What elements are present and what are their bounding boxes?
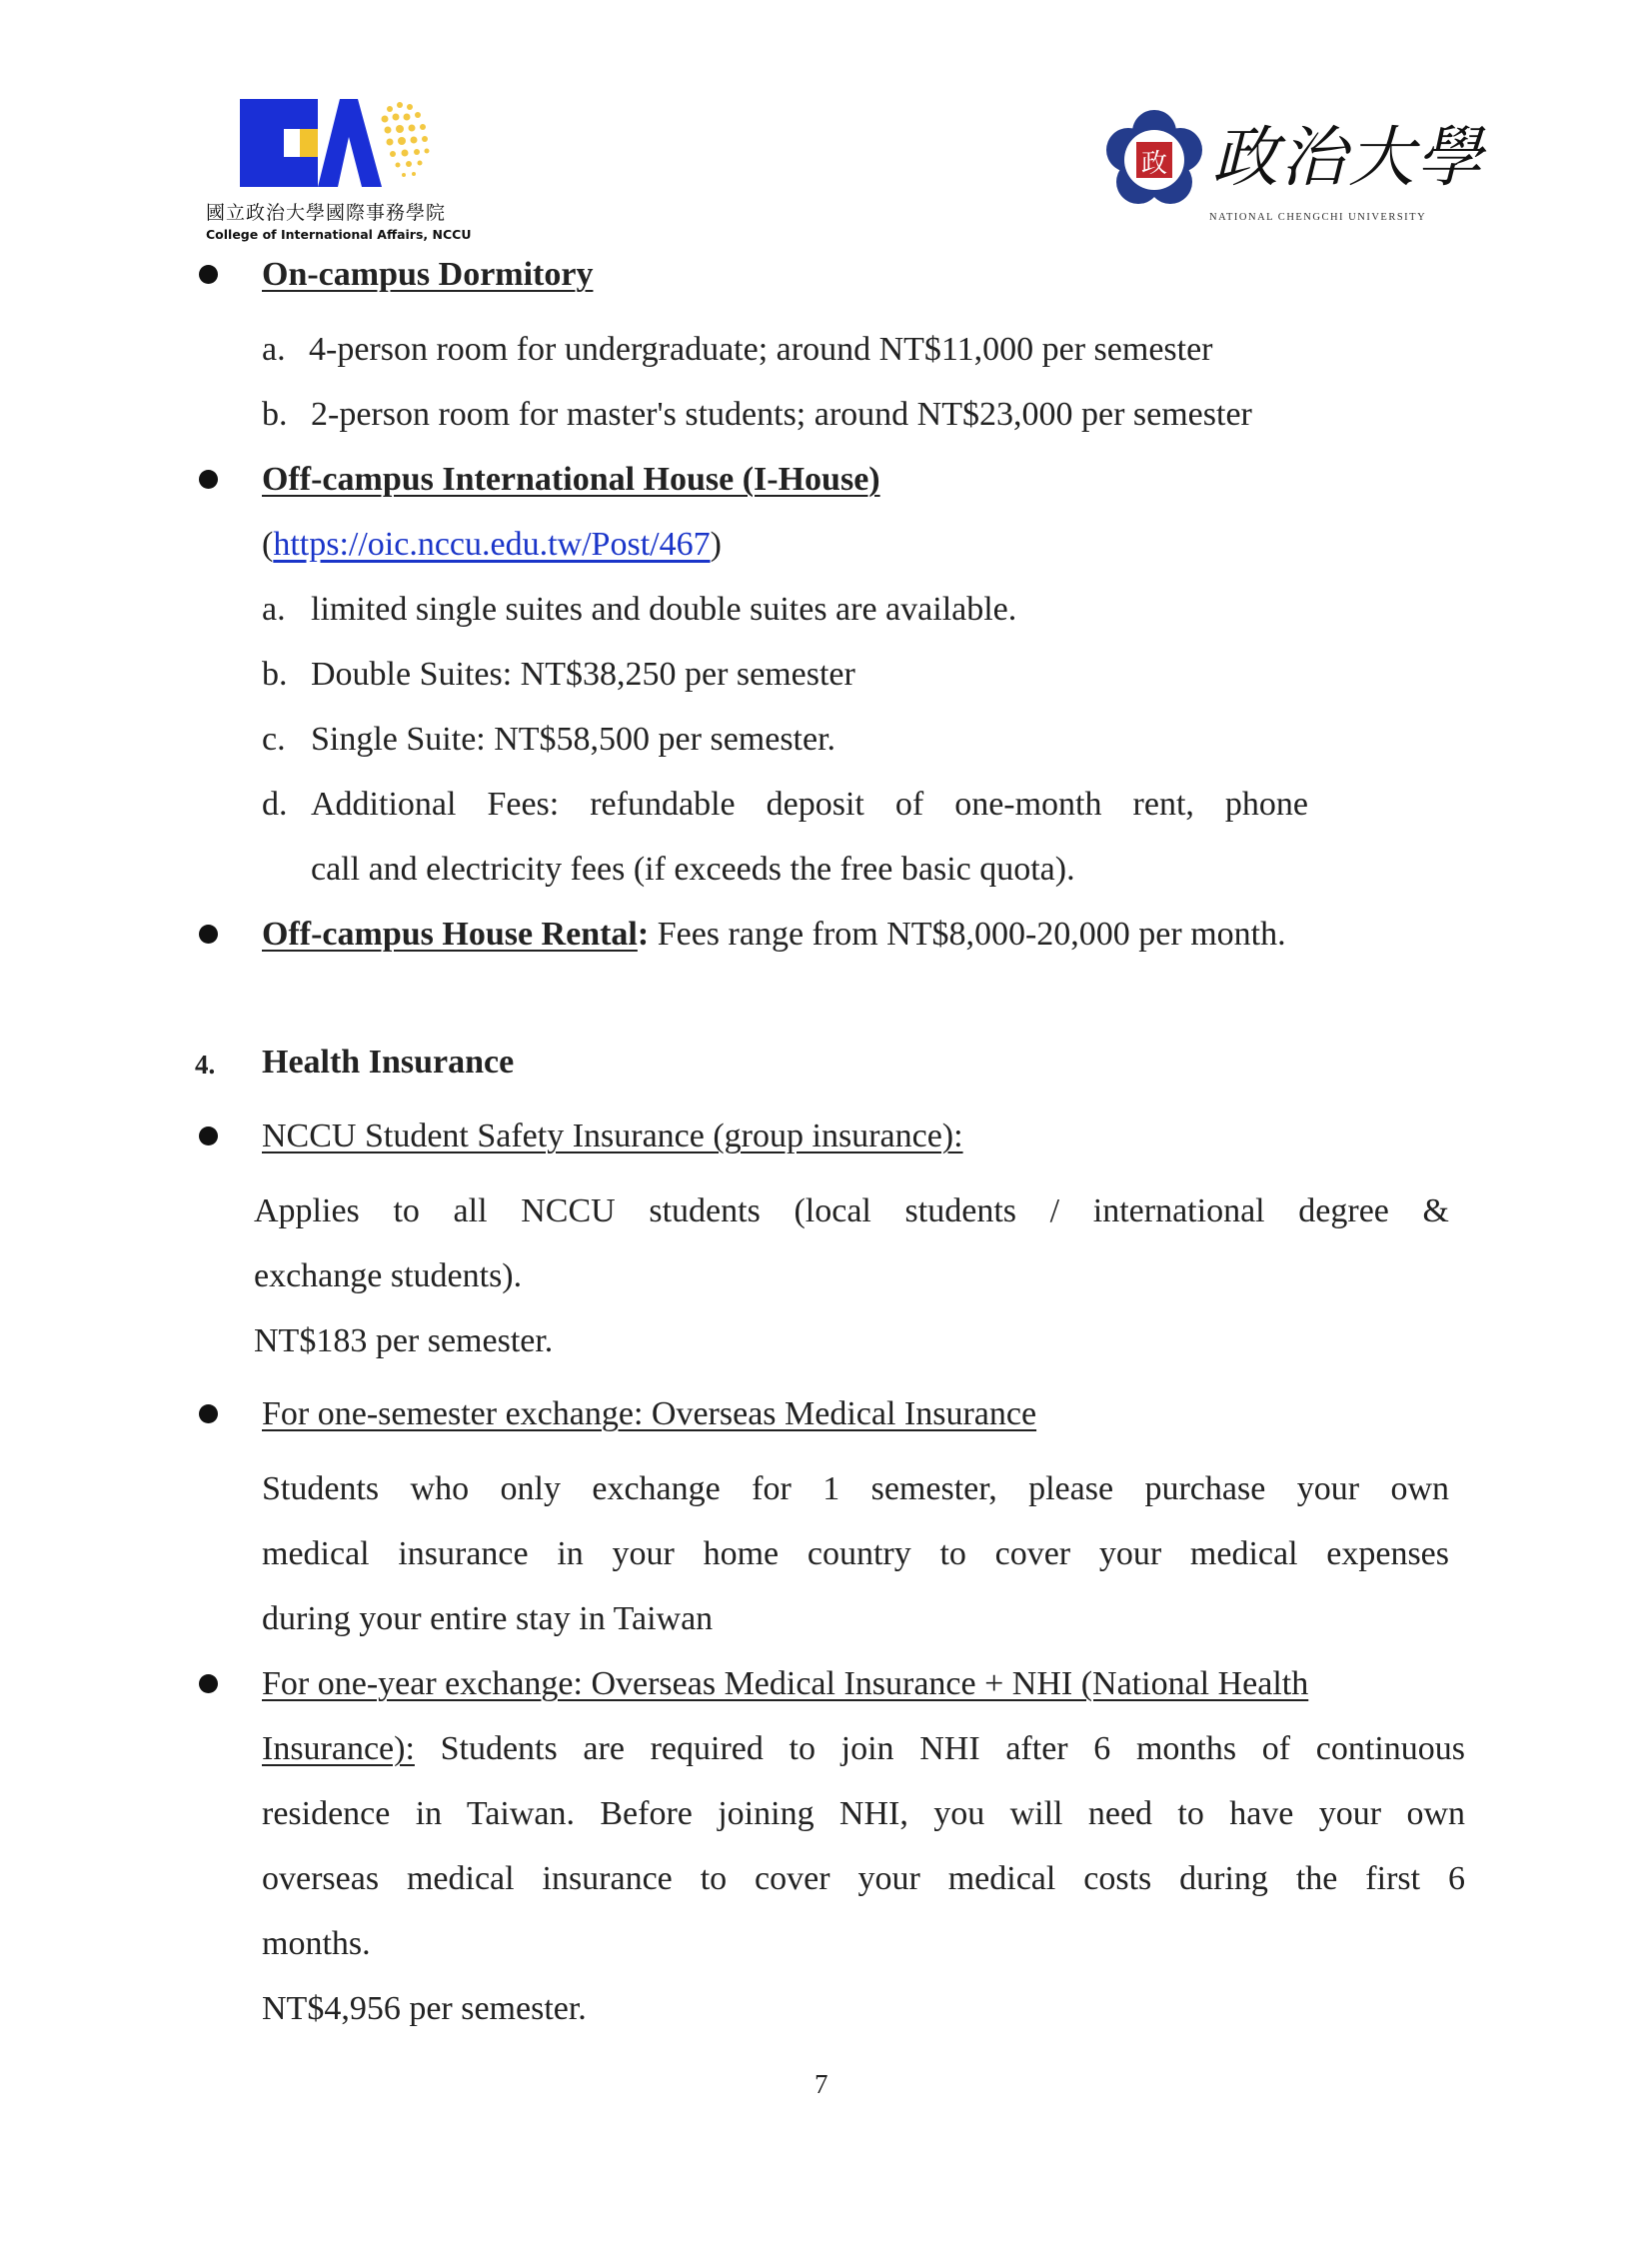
logo-english-name: College of International Affairs, NCCU bbox=[206, 227, 472, 242]
page-number: 7 bbox=[815, 2069, 828, 2099]
one-year-line-2 bbox=[262, 1729, 1465, 1769]
safety-price: NT$183 per semester. bbox=[254, 1322, 554, 1359]
bullet-icon bbox=[199, 265, 218, 284]
bullet-icon bbox=[199, 1674, 218, 1693]
ihouse-link-line bbox=[262, 525, 722, 565]
nccu-script-name: 政治大學 bbox=[1212, 119, 1484, 196]
ihouse-heading: Off-campus International House (I-House) bbox=[262, 461, 880, 498]
ihouse-item-c-marker: c. bbox=[262, 721, 286, 758]
section-title: Health Insurance bbox=[262, 1044, 515, 1081]
bullet-icon bbox=[199, 1127, 218, 1145]
dorm-heading: On-campus Dormitory bbox=[262, 256, 594, 293]
safety-line-1: Applies to all NCCU students (local students / international degree & bbox=[254, 1192, 1449, 1229]
bullet-icon bbox=[199, 925, 218, 944]
ihouse-item-d: Additional Fees: refundable deposit of one-month rent, phone bbox=[311, 786, 1308, 823]
one-year-line-4: overseas medical insurance to cover your medical costs during the first 6 bbox=[262, 1860, 1465, 1897]
nccu-emblem-char: 政 bbox=[1140, 149, 1168, 179]
dorm-item-b-marker: b. bbox=[262, 396, 288, 433]
dorm-item-a: 4-person room for undergraduate; around NT$11,000 per semester bbox=[309, 331, 1213, 368]
bullet-icon bbox=[199, 470, 218, 489]
rental-line bbox=[262, 915, 1286, 955]
logo-chinese-name: 國立政治大學國際事務學院 bbox=[206, 202, 447, 224]
nccu-english-name: NATIONAL CHENGCHI UNIVERSITY bbox=[1209, 212, 1427, 223]
one-year-line-5: months. bbox=[262, 1925, 371, 1962]
ihouse-item-b-marker: b. bbox=[262, 656, 288, 693]
one-semester-line-1: Students who only exchange for 1 semester, please purchase your own bbox=[262, 1470, 1449, 1507]
safety-line-2: exchange students). bbox=[254, 1257, 523, 1294]
nccu-logo bbox=[1104, 110, 1484, 230]
bullet-icon bbox=[199, 1404, 218, 1423]
one-year-price: NT$4,956 per semester. bbox=[262, 1990, 587, 2027]
ihouse-item-c: Single Suite: NT$58,500 per semester. bbox=[311, 721, 836, 758]
one-year-line-3: residence in Taiwan. Before joining NHI, you will need to have your own bbox=[262, 1795, 1465, 1832]
rental-text: Fees range from NT$8,000-20,000 per month. bbox=[649, 916, 1286, 953]
cia-logo-mark bbox=[240, 95, 440, 195]
nccu-emblem-icon bbox=[1104, 110, 1204, 210]
one-semester-line-2: medical insurance in your home country to cover your medical expenses bbox=[262, 1535, 1449, 1572]
one-year-line-2-rest: Students are required to join NHI after 6 months of continuous bbox=[414, 1730, 1465, 1767]
one-semester-heading: For one-semester exchange: Overseas Medical Insurance bbox=[262, 1395, 1037, 1432]
rental-heading: Off-campus House Rental bbox=[262, 916, 638, 953]
ihouse-item-a-marker: a. bbox=[262, 591, 286, 628]
cia-logo bbox=[200, 95, 500, 255]
ihouse-item-a: limited single suites and double suites are available. bbox=[311, 591, 1017, 628]
link-close-paren: ) bbox=[710, 526, 722, 563]
ihouse-item-d-cont: call and electricity fees (if exceeds the free basic quota). bbox=[311, 851, 1075, 888]
ihouse-item-d-marker: d. bbox=[262, 786, 288, 823]
safety-heading: NCCU Student Safety Insurance (group insurance): bbox=[262, 1118, 963, 1154]
one-year-heading-cont: Insurance): bbox=[262, 1730, 415, 1767]
dorm-item-a-marker: a. bbox=[262, 331, 286, 368]
section-number: 4. bbox=[195, 1050, 216, 1080]
ihouse-item-b: Double Suites: NT$38,250 per semester bbox=[311, 656, 855, 693]
ihouse-link[interactable]: https://oic.nccu.edu.tw/Post/467 bbox=[273, 526, 711, 563]
one-semester-line-3: during your entire stay in Taiwan bbox=[262, 1600, 714, 1637]
dorm-item-b: 2-person room for master's students; around NT$23,000 per semester bbox=[311, 396, 1252, 433]
rental-colon: : bbox=[637, 916, 650, 953]
link-open-paren: ( bbox=[262, 526, 274, 563]
one-year-heading: For one-year exchange: Overseas Medical Insurance + NHI (National Health bbox=[262, 1665, 1309, 1702]
